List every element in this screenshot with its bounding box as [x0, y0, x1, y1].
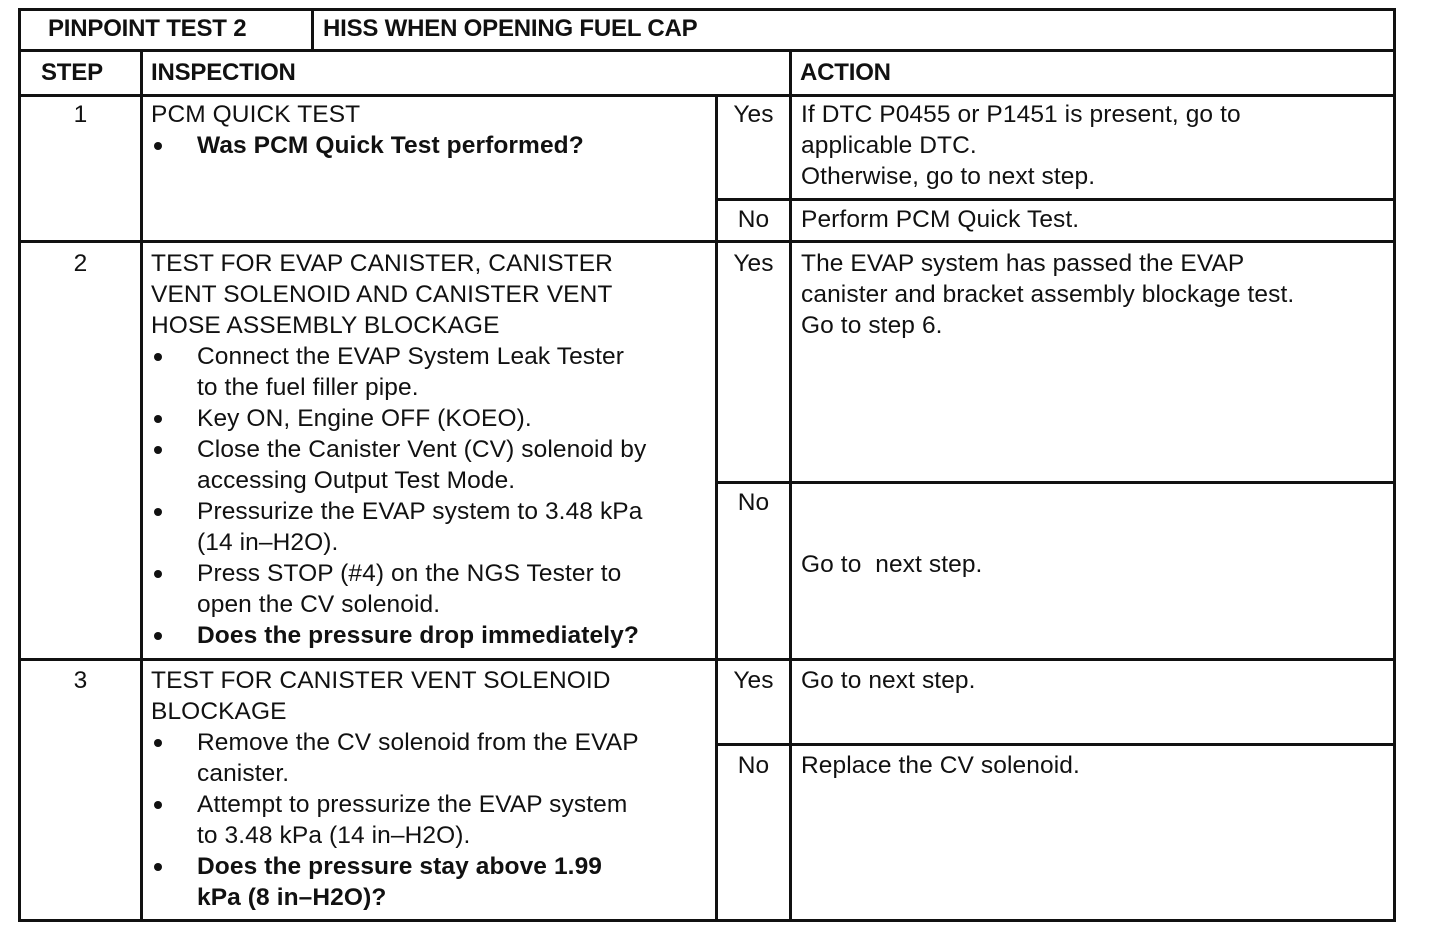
inspection-bullet: [151, 434, 646, 496]
inspection-bullets: [151, 727, 639, 913]
inspection-bullet: [151, 851, 639, 913]
inspection-title: HOSE ASSEMBLY BLOCKAGE: [151, 312, 500, 339]
column-header-step: STEP: [41, 59, 103, 86]
inspection-bullets: [151, 341, 646, 651]
bullet-line: Attempt to pressurize the EVAP system: [197, 791, 628, 818]
rule-step-divider: [140, 49, 143, 922]
rule-row3-yes-no: [716, 743, 1396, 746]
inspection-bullet: [151, 620, 646, 651]
inspection-title: TEST FOR EVAP CANISTER, CANISTER: [151, 250, 613, 277]
rule-row2-yes-no: [716, 481, 1396, 484]
step-number: 3: [73, 667, 88, 694]
inspection-bullet: [151, 130, 584, 161]
bullet-line: Pressurize the EVAP system to 3.48 kPa: [197, 498, 643, 525]
bullet-line: Remove the CV solenoid from the EVAP: [197, 729, 639, 756]
inspection-title: BLOCKAGE: [151, 698, 287, 725]
inspection-cell: [151, 665, 639, 913]
bullet-line: Connect the EVAP System Leak Tester: [197, 343, 625, 370]
yes-label: Yes: [733, 101, 774, 128]
inspection-title: VENT SOLENOID AND CANISTER VENT: [151, 281, 613, 308]
action-line: applicable DTC.: [801, 132, 977, 159]
bullet-line: to the fuel filler pipe.: [197, 374, 419, 401]
bullet-line: open the CV solenoid.: [197, 591, 441, 618]
yes-action: [801, 665, 976, 696]
action-line: Go to next step.: [801, 667, 976, 694]
rule-below-title: [18, 49, 1396, 52]
action-line: Go to next step.: [801, 551, 983, 578]
bullet-line: Key ON, Engine OFF (KOEO).: [197, 405, 532, 432]
inspection-bullet: [151, 727, 639, 789]
rule-action-divider: [789, 49, 792, 922]
bullet-line: accessing Output Test Mode.: [197, 467, 516, 494]
no-label: No: [737, 752, 770, 779]
bullet-line: (14 in–H2O).: [197, 529, 339, 556]
inspection-title: PCM QUICK TEST: [151, 101, 361, 128]
bullet-line: Was PCM Quick Test performed?: [197, 132, 584, 159]
step-number: 1: [73, 101, 88, 128]
inspection-bullet: [151, 403, 646, 434]
action-line: Perform PCM Quick Test.: [801, 206, 1080, 233]
action-line: Replace the CV solenoid.: [801, 752, 1080, 779]
column-header-action: ACTION: [800, 59, 891, 86]
bullet-line: to 3.48 kPa (14 in–H2O).: [197, 822, 471, 849]
inspection-bullets: [151, 130, 584, 161]
step-number: 2: [73, 250, 88, 277]
bullet-line: canister.: [197, 760, 290, 787]
rule-title-divider: [311, 8, 314, 51]
no-action: [801, 487, 982, 611]
inspection-bullet: [151, 341, 646, 403]
action-line: canister and bracket assembly blockage test.: [801, 281, 1295, 308]
yes-label: Yes: [733, 667, 774, 694]
no-action: [801, 750, 1080, 781]
no-action: [801, 204, 1079, 235]
inspection-bullet: [151, 496, 646, 558]
bullet-line: kPa (8 in–H2O)?: [197, 884, 387, 911]
inspection-bullet: [151, 789, 639, 851]
action-line: If DTC P0455 or P1451 is present, go to: [801, 101, 1241, 128]
yes-action: [801, 99, 1241, 192]
test-title: HISS WHEN OPENING FUEL CAP: [323, 15, 698, 42]
no-label: No: [737, 206, 770, 233]
action-line: Go to step 6.: [801, 312, 943, 339]
rule-below-column-headers: [18, 94, 1396, 97]
rule-row1-yes-no: [716, 198, 1396, 201]
rule-below-row2: [18, 658, 1396, 661]
test-label: PINPOINT TEST 2: [48, 15, 247, 42]
yes-action: [801, 248, 1294, 341]
inspection-cell: [151, 99, 584, 161]
yes-label: Yes: [733, 250, 774, 277]
bullet-line: Does the pressure drop immediately?: [197, 622, 639, 649]
bullet-line: Close the Canister Vent (CV) solenoid by: [197, 436, 647, 463]
rule-below-row1: [18, 240, 1396, 243]
action-line: Otherwise, go to next step.: [801, 163, 1096, 190]
inspection-bullet: [151, 558, 646, 620]
action-line: The EVAP system has passed the EVAP: [801, 250, 1245, 277]
bullet-line: Press STOP (#4) on the NGS Tester to: [197, 560, 622, 587]
column-header-inspection: INSPECTION: [151, 59, 296, 86]
no-label: No: [737, 489, 770, 516]
bullet-line: Does the pressure stay above 1.99: [197, 853, 603, 880]
inspection-cell: [151, 248, 646, 651]
inspection-title: TEST FOR CANISTER VENT SOLENOID: [151, 667, 611, 694]
